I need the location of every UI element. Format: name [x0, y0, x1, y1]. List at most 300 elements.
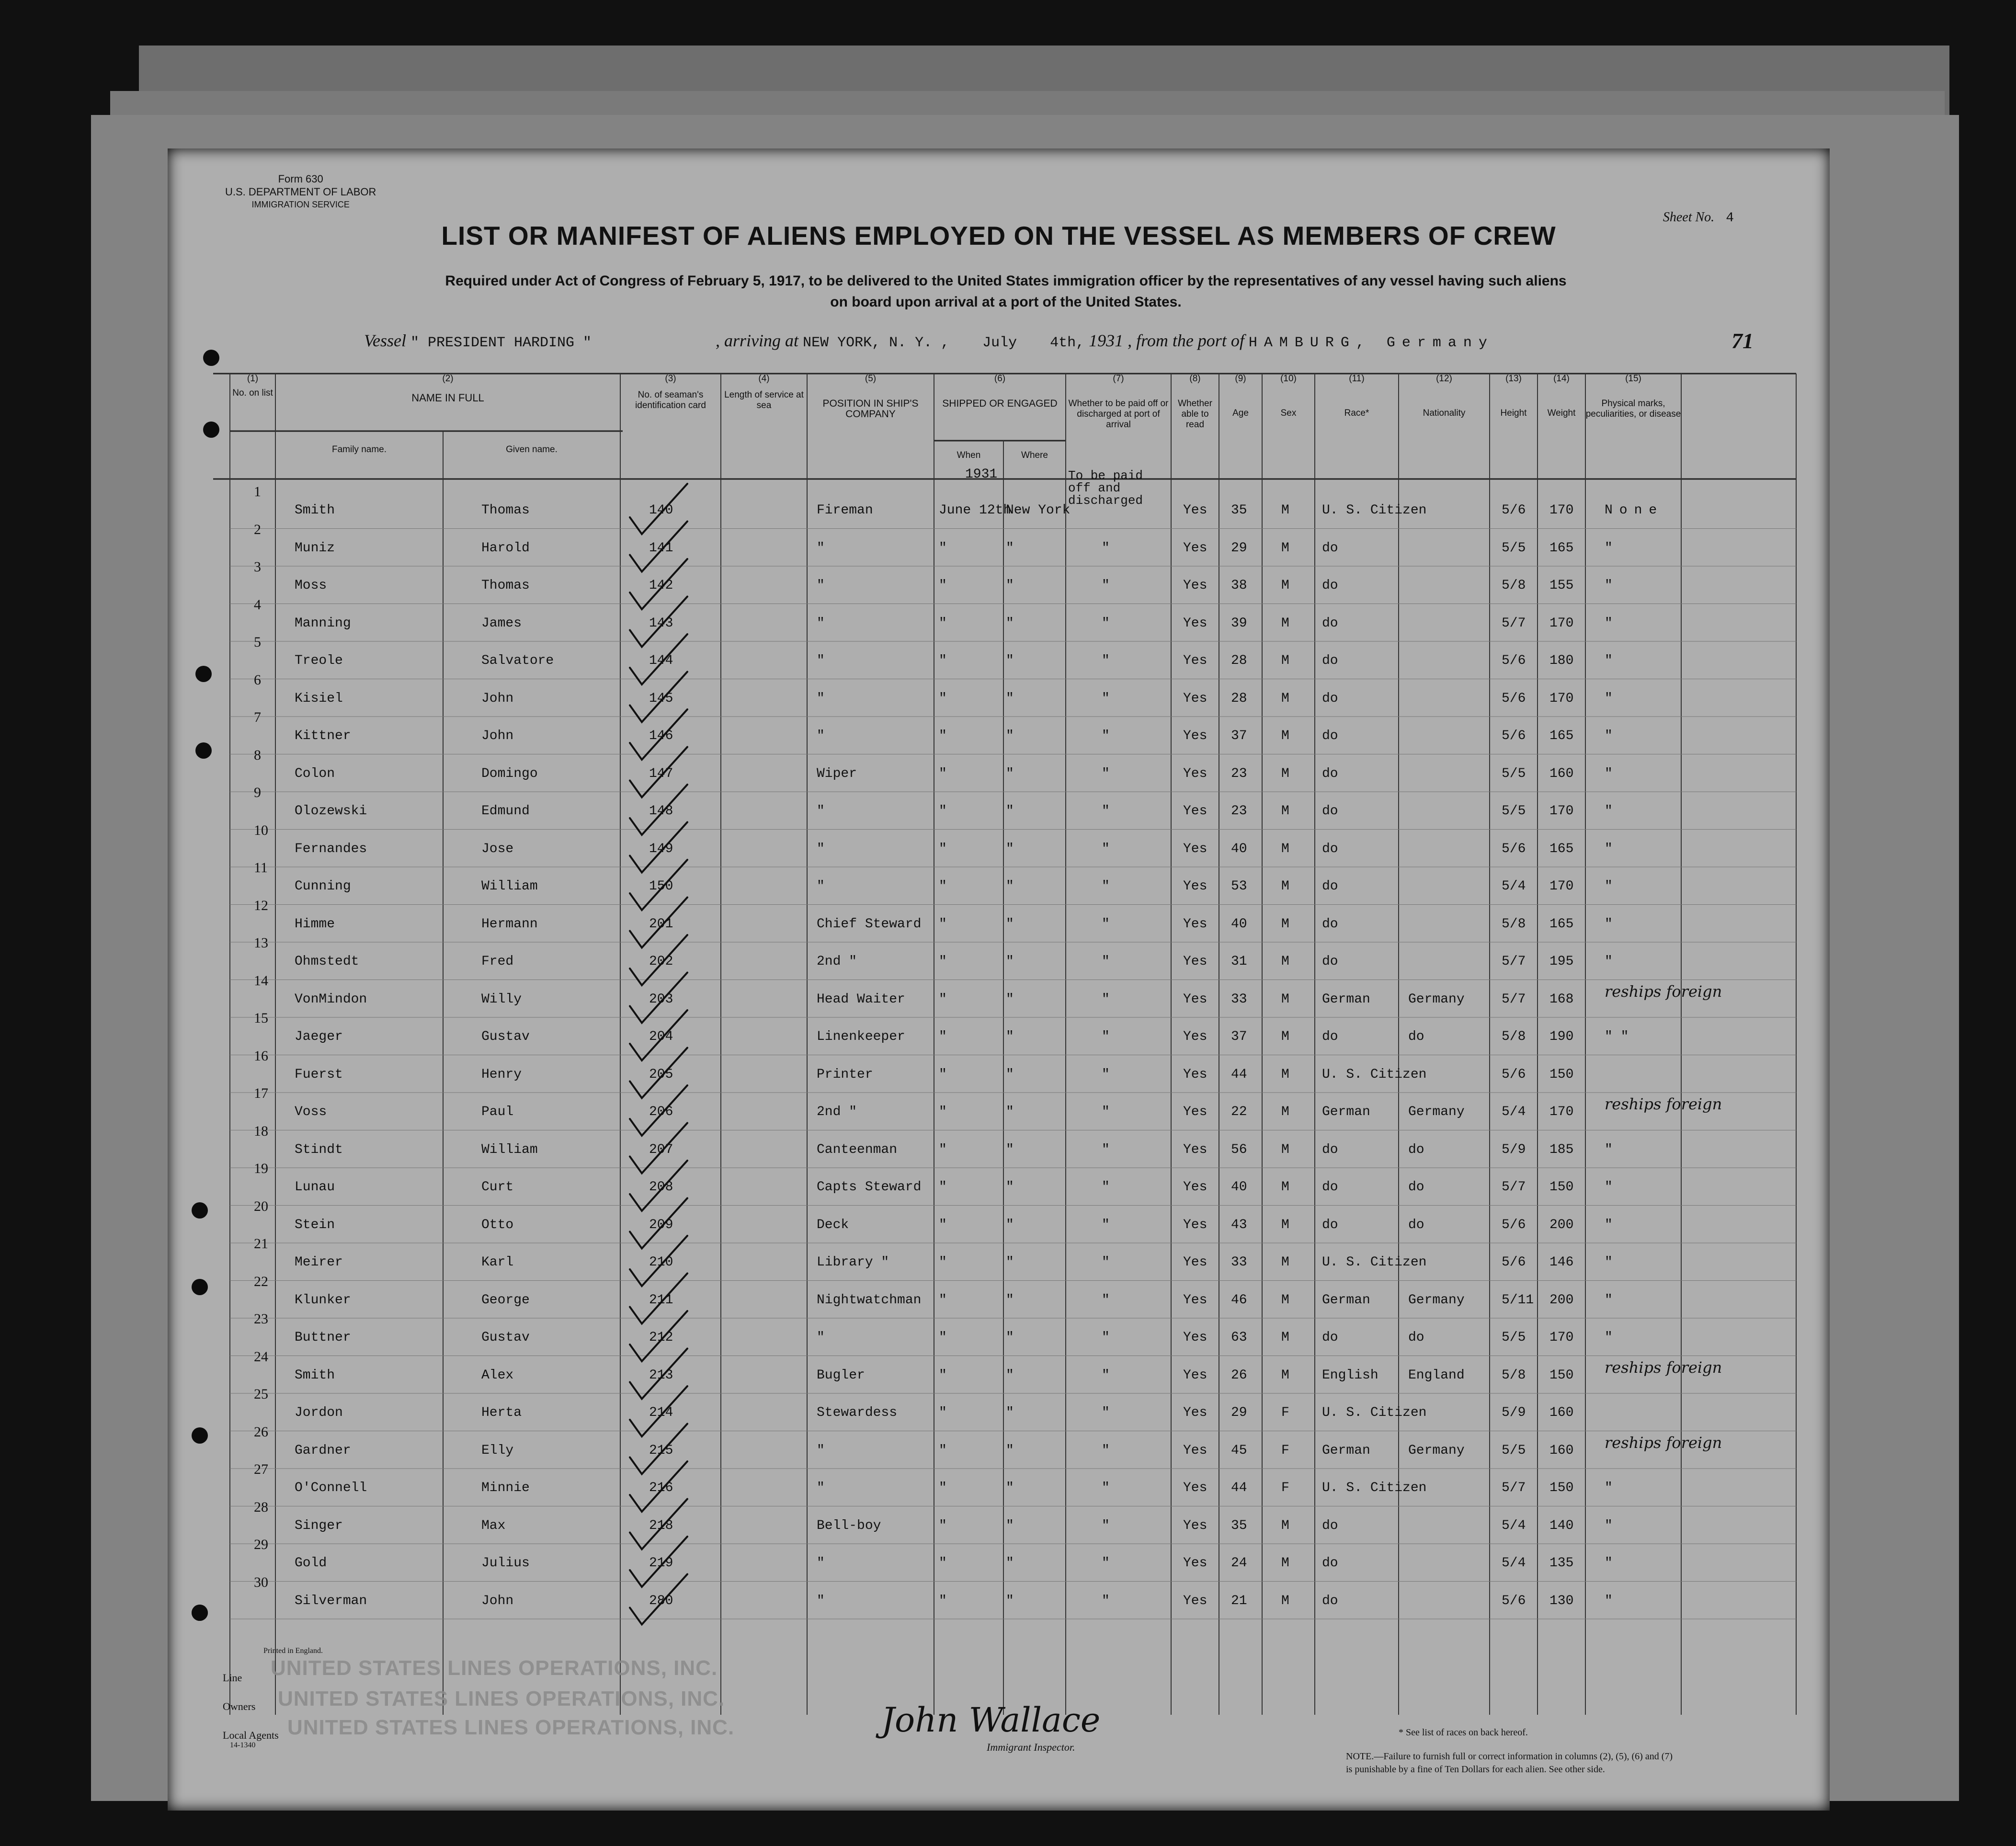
height: 5/7 — [1502, 615, 1526, 631]
height: 5/11 — [1502, 1292, 1534, 1308]
row-number: 18 — [254, 1123, 268, 1139]
physical-marks: " " — [1605, 1029, 1629, 1044]
row-number: 22 — [254, 1273, 268, 1289]
age: 21 — [1231, 1593, 1247, 1608]
race: do — [1322, 916, 1338, 932]
paid-off: " — [1102, 991, 1110, 1007]
race: U. S. Citizen — [1322, 1067, 1427, 1082]
able-to-read: Yes — [1183, 1180, 1207, 1195]
row-number: 17 — [254, 1085, 268, 1101]
physical-marks: " — [1605, 578, 1613, 593]
height: 5/7 — [1502, 1180, 1526, 1195]
row-number: 3 — [254, 559, 261, 575]
race: do — [1322, 691, 1338, 706]
row-number: 5 — [254, 634, 261, 650]
age: 44 — [1231, 1481, 1247, 1495]
given-name: Willy — [481, 991, 522, 1007]
given-name: John — [481, 691, 514, 706]
shipped-where: " — [1006, 1067, 1014, 1082]
paid-off: " — [1102, 1029, 1110, 1044]
position: Library " — [817, 1255, 889, 1270]
col-number: (2) — [442, 374, 454, 384]
position: Printer — [817, 1067, 873, 1082]
physical-marks: reships foreign — [1605, 982, 1722, 1001]
given-name: William — [481, 879, 538, 894]
physical-marks: reships foreign — [1605, 1433, 1722, 1452]
height: 5/4 — [1502, 879, 1526, 894]
age: 35 — [1231, 1518, 1247, 1533]
shipped-when: " — [939, 1330, 947, 1345]
col-header-when: When — [957, 450, 981, 460]
sex: M — [1281, 1367, 1289, 1383]
card-number: 150 — [649, 879, 673, 894]
age: 26 — [1231, 1367, 1247, 1383]
position: " — [817, 578, 825, 593]
weight: 160 — [1549, 1405, 1574, 1420]
able-to-read: Yes — [1183, 766, 1207, 781]
company-stamp: UNITED STATES LINES OPERATIONS, INC. — [271, 1656, 718, 1680]
family-name: Himme — [295, 916, 335, 932]
able-to-read: Yes — [1183, 615, 1207, 631]
position: " — [817, 691, 825, 706]
shipped-where: New York — [1006, 503, 1071, 518]
physical-marks: " — [1605, 1518, 1613, 1533]
age: 38 — [1231, 578, 1247, 593]
paid-off: " — [1102, 691, 1110, 706]
family-name: Treole — [295, 653, 343, 668]
owners-label: Owners — [223, 1700, 256, 1712]
paid-off: " — [1102, 1180, 1110, 1195]
paid-off: " — [1102, 1330, 1110, 1345]
col-header-height — [1490, 374, 1538, 419]
row-number: 10 — [254, 822, 268, 838]
age: 37 — [1231, 729, 1247, 743]
page-number: 71 — [1731, 329, 1754, 353]
paid-off: " — [1102, 1292, 1110, 1308]
nationality: do — [1408, 1029, 1424, 1044]
card-number: 209 — [649, 1217, 673, 1232]
given-name: Curt — [481, 1180, 514, 1195]
card-number: 214 — [649, 1405, 673, 1420]
shipped-where: " — [1006, 1481, 1014, 1495]
row-number: 7 — [254, 709, 261, 725]
card-number: 143 — [649, 615, 673, 631]
arrival-year: 1931 — [1089, 331, 1124, 350]
col-label: Sex — [1280, 408, 1297, 418]
form-code: 14-1340 — [230, 1741, 256, 1749]
row-number: 24 — [254, 1348, 268, 1365]
physical-marks: " — [1605, 804, 1613, 819]
row-number: 25 — [254, 1386, 268, 1402]
position: Chief Steward — [817, 916, 922, 932]
able-to-read: Yes — [1183, 954, 1207, 969]
age: 43 — [1231, 1217, 1247, 1232]
height: 5/6 — [1502, 1217, 1526, 1232]
weight: 150 — [1549, 1481, 1574, 1495]
weight: 130 — [1549, 1593, 1574, 1608]
row-number: 13 — [254, 935, 268, 951]
race: do — [1322, 615, 1338, 631]
col-header-nationality — [1399, 374, 1490, 419]
line-label: Line — [223, 1672, 242, 1684]
row-number: 15 — [254, 1010, 268, 1026]
weight: 150 — [1549, 1180, 1574, 1195]
row-number: 4 — [254, 596, 261, 613]
shipped-where: " — [1006, 1142, 1014, 1157]
shipped-when: " — [939, 1443, 947, 1458]
card-number: 205 — [649, 1067, 673, 1082]
race-footnote: * See list of races on back hereof. — [1399, 1727, 1528, 1738]
shipped-when: " — [939, 879, 947, 894]
sex: M — [1281, 1142, 1289, 1157]
col-header-name — [275, 374, 620, 403]
physical-marks: " — [1605, 1292, 1613, 1308]
col-header-read — [1171, 374, 1219, 430]
height: 5/6 — [1502, 841, 1526, 856]
physical-marks: " — [1605, 766, 1613, 781]
shipped-where: " — [1006, 991, 1014, 1007]
age: 44 — [1231, 1067, 1247, 1082]
weight: 170 — [1549, 615, 1574, 631]
shipped-when: " — [939, 615, 947, 631]
vessel-name: " PRESIDENT HARDING " — [410, 335, 592, 351]
sex: M — [1281, 653, 1289, 668]
given-name: Jose — [481, 841, 514, 856]
col-number: (7) — [1113, 374, 1124, 384]
height: 5/5 — [1502, 766, 1526, 781]
position: " — [817, 1330, 825, 1345]
row-number: 16 — [254, 1048, 268, 1064]
col-header-family: Family name. — [331, 444, 387, 455]
height: 5/6 — [1502, 503, 1526, 518]
given-name: Alex — [481, 1367, 514, 1383]
col-label: Height — [1500, 408, 1527, 418]
card-number: 211 — [649, 1292, 673, 1308]
family-name: Klunker — [295, 1292, 351, 1308]
position: " — [817, 653, 825, 668]
card-number: 141 — [649, 540, 673, 556]
card-number: 218 — [649, 1518, 673, 1533]
col-header-paid — [1066, 374, 1171, 430]
col-label: No. of seaman's identification card — [635, 390, 706, 410]
race: do — [1322, 1180, 1338, 1195]
age: 28 — [1231, 691, 1247, 706]
card-number: 148 — [649, 804, 673, 819]
from-label: , from the port of — [1128, 331, 1244, 350]
shipped-where: " — [1006, 916, 1014, 932]
age: 35 — [1231, 503, 1247, 518]
position: 2nd " — [817, 954, 857, 969]
form-number: Form 630 — [278, 173, 323, 185]
family-name: Kisiel — [295, 691, 343, 706]
height: 5/8 — [1502, 578, 1526, 593]
shipped-when: " — [939, 729, 947, 743]
nationality: England — [1408, 1367, 1465, 1383]
physical-marks: " — [1605, 540, 1613, 556]
race: do — [1322, 766, 1338, 781]
shipped-where: " — [1006, 1518, 1014, 1533]
physical-marks: " — [1605, 1330, 1613, 1345]
physical-marks: " — [1605, 1593, 1613, 1608]
nationality: Germany — [1408, 1443, 1465, 1458]
shipped-where: " — [1006, 1217, 1014, 1232]
height: 5/4 — [1502, 1556, 1526, 1571]
shipped-when: " — [939, 1142, 947, 1157]
family-name: Muniz — [295, 540, 335, 556]
physical-marks: " — [1605, 615, 1613, 631]
col-number: (3) — [665, 374, 676, 384]
race: German — [1322, 991, 1370, 1007]
given-name: John — [481, 1593, 514, 1608]
weight: 160 — [1549, 1443, 1574, 1458]
shipped-where: " — [1006, 1556, 1014, 1571]
shipped-where: " — [1006, 804, 1014, 819]
able-to-read: Yes — [1183, 653, 1207, 668]
shipped-where: " — [1006, 766, 1014, 781]
row-number: 12 — [254, 897, 268, 913]
inspector-label: Immigrant Inspector. — [987, 1741, 1075, 1753]
physical-marks: " — [1605, 841, 1613, 856]
race: U. S. Citizen — [1322, 1255, 1427, 1270]
row-number: 26 — [254, 1424, 268, 1440]
subtitle-line-2: on board upon arrival at a port of the United States. — [830, 294, 1182, 310]
col-header-where: Where — [1021, 450, 1048, 460]
family-name: Voss — [295, 1105, 327, 1119]
race: do — [1322, 1556, 1338, 1571]
position: " — [817, 615, 825, 631]
family-name: Smith — [295, 1367, 335, 1383]
shipped-when: " — [939, 991, 947, 1007]
physical-marks: " — [1605, 879, 1613, 894]
row-number: 9 — [254, 785, 261, 800]
sex: M — [1281, 1330, 1289, 1345]
family-name: Ohmstedt — [295, 954, 359, 969]
able-to-read: Yes — [1183, 1142, 1207, 1157]
able-to-read: Yes — [1183, 540, 1207, 556]
nationality: do — [1408, 1330, 1424, 1345]
position: 2nd " — [817, 1105, 857, 1119]
col-header-race — [1315, 374, 1399, 419]
position: " — [817, 879, 825, 894]
paid-off: " — [1102, 1593, 1110, 1608]
family-name: Cunning — [295, 879, 351, 894]
col-label: Weight — [1547, 408, 1576, 418]
physical-marks: " — [1605, 916, 1613, 932]
paid-off: " — [1102, 578, 1110, 593]
physical-marks: " — [1605, 1481, 1613, 1495]
able-to-read: Yes — [1183, 1330, 1207, 1345]
nationality: Germany — [1408, 991, 1465, 1007]
age: 40 — [1231, 916, 1247, 932]
age: 39 — [1231, 615, 1247, 631]
row-number: 14 — [254, 972, 268, 989]
shipped-where: " — [1006, 841, 1014, 856]
departure-port: HAMBURG, Germany — [1248, 335, 1494, 351]
weight: 170 — [1549, 1105, 1574, 1119]
position: " — [817, 1556, 825, 1571]
given-name: Edmund — [481, 804, 530, 819]
height: 5/4 — [1502, 1518, 1526, 1533]
card-number: 140 — [649, 503, 673, 518]
row-number: 21 — [254, 1236, 268, 1252]
race: do — [1322, 804, 1338, 819]
paid-off: " — [1102, 1405, 1110, 1420]
family-name: Fernandes — [295, 841, 367, 856]
shipped-when: " — [939, 1518, 947, 1533]
col-header-given: Given name. — [506, 444, 558, 455]
sex: F — [1281, 1481, 1289, 1495]
given-name: Elly — [481, 1443, 514, 1458]
shipped-where: " — [1006, 615, 1014, 631]
col-number: (12) — [1436, 374, 1452, 384]
shipped-when: " — [939, 1593, 947, 1608]
col-label: POSITION IN SHIP'S COMPANY — [822, 398, 919, 420]
row-number: 19 — [254, 1161, 268, 1176]
paid-off: " — [1102, 841, 1110, 856]
card-number: 216 — [649, 1481, 673, 1495]
given-name: Karl — [481, 1255, 514, 1270]
shipped-when: " — [939, 578, 947, 593]
height: 5/7 — [1502, 991, 1526, 1007]
given-name: James — [481, 615, 522, 631]
able-to-read: Yes — [1183, 1067, 1207, 1082]
race: do — [1322, 540, 1338, 556]
position: Head Waiter — [817, 991, 905, 1007]
able-to-read: Yes — [1183, 1105, 1207, 1119]
shipped-where: " — [1006, 1180, 1014, 1195]
weight: 170 — [1549, 804, 1574, 819]
card-number: 207 — [649, 1142, 673, 1157]
able-to-read: Yes — [1183, 1481, 1207, 1495]
shipped-where: " — [1006, 578, 1014, 593]
col-number: (13) — [1505, 374, 1522, 384]
shipped-when: " — [939, 653, 947, 668]
able-to-read: Yes — [1183, 729, 1207, 743]
col-number: (15) — [1625, 374, 1641, 384]
age: 31 — [1231, 954, 1247, 969]
able-to-read: Yes — [1183, 1255, 1207, 1270]
family-name: VonMindon — [295, 991, 367, 1007]
arrival-day: 4th, — [1050, 335, 1085, 351]
paid-off: " — [1102, 1217, 1110, 1232]
physical-marks: " — [1605, 691, 1613, 706]
card-number: 210 — [649, 1255, 673, 1270]
race: German — [1322, 1105, 1370, 1119]
race: English — [1322, 1367, 1378, 1383]
shipped-when: " — [939, 1481, 947, 1495]
shipped-when: " — [939, 1367, 947, 1383]
paid-off: " — [1102, 766, 1110, 781]
paid-off: " — [1102, 954, 1110, 969]
weight: 170 — [1549, 1330, 1574, 1345]
shipped-when: " — [939, 1255, 947, 1270]
position: " — [817, 841, 825, 856]
sex: M — [1281, 1255, 1289, 1270]
height: 5/6 — [1502, 1593, 1526, 1608]
col-number: (5) — [865, 374, 877, 384]
col-number: (8) — [1189, 374, 1201, 384]
weight: 155 — [1549, 578, 1574, 593]
col-number: (11) — [1349, 374, 1365, 384]
sex: M — [1281, 578, 1289, 593]
height: 5/4 — [1502, 1105, 1526, 1119]
shipped-where: " — [1006, 1593, 1014, 1608]
family-name: Gardner — [295, 1443, 351, 1458]
position: Nightwatchman — [817, 1292, 922, 1308]
card-number: 215 — [649, 1443, 673, 1458]
row-number: 1 — [254, 484, 261, 500]
given-name: Salvatore — [481, 653, 554, 668]
family-name: Singer — [295, 1518, 343, 1533]
able-to-read: Yes — [1183, 578, 1207, 593]
family-name: Buttner — [295, 1330, 351, 1345]
shipped-when: " — [939, 1405, 947, 1420]
able-to-read: Yes — [1183, 1292, 1207, 1308]
position: Deck — [817, 1217, 849, 1232]
weight: 150 — [1549, 1367, 1574, 1383]
given-name: Julius — [481, 1556, 530, 1571]
col-header-position — [807, 374, 934, 420]
paid-off: " — [1102, 1443, 1110, 1458]
shipped-when: " — [939, 916, 947, 932]
able-to-read: Yes — [1183, 1029, 1207, 1044]
physical-marks: reships foreign — [1605, 1358, 1722, 1377]
shipped-where: " — [1006, 1255, 1014, 1270]
weight: 170 — [1549, 503, 1574, 518]
printed-note: Printed in England. — [263, 1647, 323, 1655]
family-name: Smith — [295, 503, 335, 518]
row-number: 20 — [254, 1198, 268, 1214]
shipped-where: " — [1006, 879, 1014, 894]
age: 40 — [1231, 841, 1247, 856]
weight: 185 — [1549, 1142, 1574, 1157]
col-header-age — [1219, 374, 1262, 419]
subtitle-line-1: Required under Act of Congress of February 5, 1917, to be delivered to the United States immigration officer by the representatives of any vessel having such aliens — [445, 273, 1567, 289]
able-to-read: Yes — [1183, 841, 1207, 856]
able-to-read: Yes — [1183, 1443, 1207, 1458]
given-name: Paul — [481, 1105, 514, 1119]
able-to-read: Yes — [1183, 691, 1207, 706]
paid-off: " — [1102, 1481, 1110, 1495]
col-number: (4) — [758, 374, 770, 384]
penalty-note-1: NOTE.—Failure to furnish full or correct information in columns (2), (5), (6) and (7) — [1346, 1751, 1673, 1762]
card-number: 149 — [649, 841, 673, 856]
col-label: Whether able to read — [1178, 399, 1212, 430]
row-number: 6 — [254, 672, 261, 688]
given-name: Minnie — [481, 1481, 530, 1495]
row-number: 23 — [254, 1311, 268, 1327]
family-name: Lunau — [295, 1180, 335, 1195]
given-name: Thomas — [481, 503, 530, 518]
weight: 170 — [1549, 879, 1574, 894]
race: do — [1322, 1029, 1338, 1044]
race: do — [1322, 1330, 1338, 1345]
sex: M — [1281, 766, 1289, 781]
sex: M — [1281, 1518, 1289, 1533]
position: Bugler — [817, 1367, 865, 1383]
paid-off: " — [1102, 1067, 1110, 1082]
race: do — [1322, 1518, 1338, 1533]
position: Capts Steward — [817, 1180, 922, 1195]
nationality: Germany — [1408, 1105, 1465, 1119]
position: " — [817, 540, 825, 556]
card-number: 208 — [649, 1180, 673, 1195]
physical-marks: reships foreign — [1605, 1095, 1722, 1113]
position: " — [817, 1443, 825, 1458]
family-name: Kittner — [295, 729, 351, 743]
arrival-month: July — [982, 335, 1017, 351]
manifest-page — [168, 148, 1830, 1811]
